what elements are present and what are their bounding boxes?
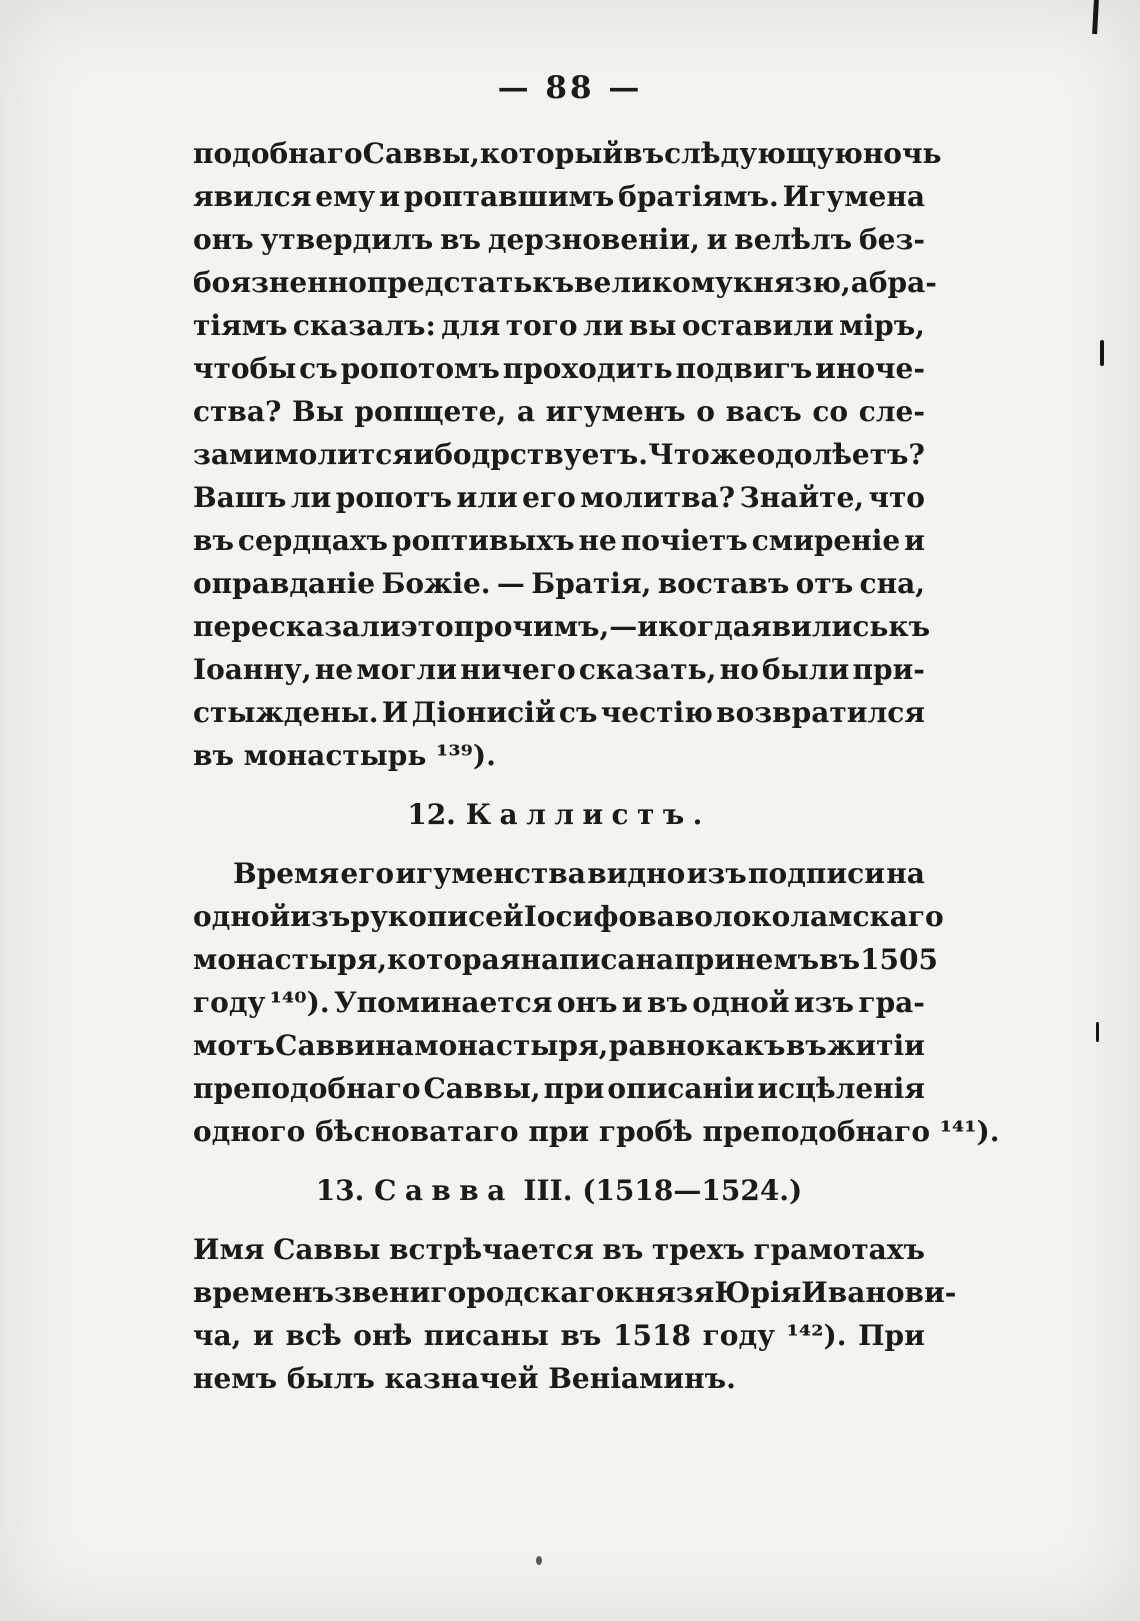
word: со <box>812 395 849 428</box>
word: встрѣчается <box>389 1233 594 1266</box>
word: игуменства <box>395 857 586 890</box>
word: не <box>314 653 354 686</box>
page-header <box>0 70 1140 106</box>
word: изъ <box>686 857 747 890</box>
word: Іоанну, <box>193 653 312 686</box>
word: Саввина <box>275 1029 414 1062</box>
word: Игумена <box>782 180 925 213</box>
word: оправданіе <box>193 567 376 600</box>
text-line <box>193 433 925 476</box>
text-line <box>193 562 925 605</box>
word: почіетъ <box>620 524 748 557</box>
word: могли <box>356 653 457 686</box>
word: слѣдующую <box>664 137 863 170</box>
word: Знайте, <box>739 481 865 514</box>
word: году <box>193 986 266 1019</box>
word: игуменъ <box>545 395 686 428</box>
word: трехъ <box>651 1233 745 1266</box>
word: подобнаго <box>193 137 363 170</box>
word: одолѣетъ? <box>756 438 925 471</box>
word: но <box>719 653 759 686</box>
text-line <box>193 519 925 562</box>
word: и <box>253 1319 274 1352</box>
word: И <box>381 696 409 729</box>
text-line: немъ былъ казначей Веніаминъ. <box>193 1362 736 1395</box>
word: при <box>674 943 736 976</box>
text-line <box>193 852 925 895</box>
text-line <box>193 261 937 304</box>
word: Вашъ <box>193 481 287 514</box>
word: без- <box>858 223 925 256</box>
word: его <box>522 481 576 514</box>
word: не <box>578 524 617 557</box>
word: молится <box>274 438 413 471</box>
word: Діонисій <box>411 696 556 729</box>
text-line <box>193 347 925 390</box>
word: предстать <box>366 266 533 299</box>
scan-artifact <box>536 1556 542 1565</box>
section-heading <box>193 793 925 836</box>
word: ничего <box>460 653 576 686</box>
word: Божіе. <box>381 567 491 600</box>
word: онъ <box>193 223 254 256</box>
word: а <box>516 395 535 428</box>
text-line: одного бѣсноватаго при гробѣ преподобнаго ¹⁴¹). <box>193 1115 1000 1148</box>
word: явился <box>193 180 312 213</box>
word: при- <box>852 653 925 686</box>
word: возвратился <box>716 696 925 729</box>
section-heading <box>193 1169 925 1212</box>
word: какъ <box>705 1029 786 1062</box>
text-line <box>193 304 925 347</box>
text-line <box>193 218 925 261</box>
page-number: — 88 — <box>497 70 643 106</box>
word: міръ, <box>839 309 925 342</box>
word: стыждены. <box>193 696 379 729</box>
word: васъ <box>725 395 802 428</box>
word: описаніи <box>607 1072 755 1105</box>
text-line <box>193 476 925 519</box>
word: въ <box>602 1233 644 1266</box>
word: преподобнаго <box>193 1072 421 1105</box>
word: или <box>456 481 518 514</box>
word: велѣлъ <box>734 223 853 256</box>
word: въ <box>440 223 481 256</box>
word: сна, <box>859 567 925 600</box>
word: и <box>904 524 925 557</box>
word: монастыря, <box>414 1029 609 1062</box>
word: исцѣленія <box>757 1072 925 1105</box>
word: Что <box>648 438 710 471</box>
scan-artifact <box>1092 0 1099 34</box>
word: одной <box>692 986 790 1019</box>
word: При <box>858 1319 925 1352</box>
word: для <box>441 309 501 342</box>
word: ча, <box>193 1319 242 1352</box>
word: и <box>379 180 401 213</box>
word: были <box>761 653 850 686</box>
word: Время <box>233 857 340 890</box>
word: и <box>706 223 728 256</box>
word: звенигородскаго <box>333 1276 615 1309</box>
word: изъ <box>793 986 855 1019</box>
paragraph <box>193 1228 957 1400</box>
word: чтобы <box>193 352 297 385</box>
word: прочимъ,—и <box>453 610 659 643</box>
word: временъ <box>193 1276 334 1309</box>
text-line <box>193 175 925 218</box>
word: написана <box>520 943 675 976</box>
word: одной <box>193 900 291 933</box>
text-line <box>193 1271 957 1314</box>
word: что <box>868 481 925 514</box>
word: въ <box>560 1319 602 1352</box>
word: ропщете, <box>354 395 507 428</box>
word: а <box>850 266 869 299</box>
word: того <box>505 309 578 342</box>
text-line <box>193 1024 925 1067</box>
word: это <box>400 610 454 643</box>
word: ночь <box>862 137 942 170</box>
word: и <box>621 986 643 1019</box>
word: въ <box>193 524 234 557</box>
word: бра- <box>868 266 937 299</box>
word: Саввы, <box>423 1072 541 1105</box>
word: житіи <box>827 1029 925 1062</box>
text-line <box>193 605 931 648</box>
word: же <box>710 438 757 471</box>
text-line: въ монастырь ¹³⁹). <box>193 739 496 772</box>
word: Саввы <box>273 1233 381 1266</box>
scan-artifact <box>1096 1022 1099 1042</box>
word: къ <box>532 266 575 299</box>
text-line <box>193 981 925 1024</box>
word: вы <box>628 309 677 342</box>
word: гра- <box>858 986 925 1019</box>
word: Иванови- <box>801 1276 957 1309</box>
paragraph <box>193 852 1000 1153</box>
word: въ <box>785 1029 827 1062</box>
word: князя <box>614 1276 715 1309</box>
word: къ <box>888 610 931 643</box>
word: боязненно <box>193 266 367 299</box>
word: всѣ <box>285 1319 342 1352</box>
word: въ <box>646 986 688 1019</box>
heading-number: 13. <box>315 1174 375 1207</box>
word: Юрія <box>714 1276 802 1309</box>
heading-title: Савва <box>374 1174 514 1207</box>
word: онѣ <box>353 1319 413 1352</box>
word: сле- <box>858 395 925 428</box>
word: тіямъ <box>193 309 288 342</box>
word: его <box>340 857 395 890</box>
word: бодрствуетъ. <box>434 438 648 471</box>
word: подписи <box>748 857 885 890</box>
word: иноче- <box>815 352 925 385</box>
scan-artifact <box>1100 340 1104 366</box>
word: зами <box>193 438 275 471</box>
paragraph <box>193 132 942 777</box>
word: сказалъ: <box>292 309 436 342</box>
text-line <box>193 132 942 175</box>
word: мотъ <box>193 1029 275 1062</box>
word: когда <box>658 610 751 643</box>
word: грамотахъ <box>753 1233 925 1266</box>
page-content <box>193 132 1000 1400</box>
word: на <box>886 857 925 890</box>
word: великому <box>574 266 733 299</box>
word: равно <box>608 1029 706 1062</box>
word: сердцахъ <box>237 524 389 557</box>
word: Саввы, <box>362 137 480 170</box>
word: роптавшимъ <box>403 180 615 213</box>
word: и <box>413 438 434 471</box>
word: Упоминается <box>333 986 553 1019</box>
word: Іосифова <box>523 900 675 933</box>
word: братіямъ. <box>618 180 779 213</box>
word: молитва? <box>580 481 736 514</box>
word: ¹⁴⁰). <box>269 986 330 1019</box>
text-line <box>193 895 944 938</box>
word: Вы <box>292 395 344 428</box>
text-line <box>193 1228 925 1271</box>
word: ему <box>315 180 376 213</box>
word: съ <box>299 352 338 385</box>
word: изъ <box>290 900 351 933</box>
text-line <box>193 691 925 734</box>
word: смиреніе <box>751 524 901 557</box>
word: рукописей <box>350 900 524 933</box>
heading-title: Каллистъ. <box>465 798 711 831</box>
word: о <box>696 395 715 428</box>
text-line <box>193 648 925 691</box>
word: пересказали <box>193 610 401 643</box>
word: монастыря, <box>193 943 388 976</box>
word: съ <box>558 696 598 729</box>
word: ли <box>290 481 332 514</box>
word: онъ <box>556 986 618 1019</box>
word: утвердилъ <box>260 223 434 256</box>
word: подвигъ <box>675 352 813 385</box>
word: ства? <box>193 395 282 428</box>
word: 1518 <box>613 1319 691 1352</box>
word: князю, <box>732 266 851 299</box>
word: немъ <box>735 943 820 976</box>
heading-suffix: III. (1518—1524.) <box>513 1174 803 1207</box>
text-line <box>193 938 939 981</box>
word: сказать, <box>578 653 717 686</box>
word: 1505 <box>860 943 939 976</box>
word: которая <box>387 943 521 976</box>
word: — <box>496 567 525 600</box>
word: ¹⁴²). <box>786 1319 847 1352</box>
word: въ <box>623 137 665 170</box>
word: который <box>479 137 624 170</box>
word: отъ <box>795 567 854 600</box>
word: волоколамскаго <box>674 900 944 933</box>
word: Имя <box>193 1233 265 1266</box>
word: роптивыхъ <box>391 524 575 557</box>
word: писаны <box>423 1319 549 1352</box>
word: при <box>543 1072 605 1105</box>
word: ли <box>582 309 624 342</box>
word: воставъ <box>657 567 790 600</box>
word: дерзновеніи, <box>487 223 700 256</box>
word: проходить <box>502 352 673 385</box>
word: Братія, <box>531 567 652 600</box>
word: въ <box>819 943 861 976</box>
word: ропотъ <box>335 481 453 514</box>
word: году <box>702 1319 776 1352</box>
text-line <box>193 390 925 433</box>
text-line <box>193 1314 925 1357</box>
text-line <box>193 1067 925 1110</box>
word: ропотомъ <box>340 352 500 385</box>
heading-number: 12. <box>407 798 466 831</box>
word: честію <box>600 696 713 729</box>
word: явились <box>750 610 889 643</box>
word: видно <box>587 857 686 890</box>
word: оставили <box>681 309 834 342</box>
